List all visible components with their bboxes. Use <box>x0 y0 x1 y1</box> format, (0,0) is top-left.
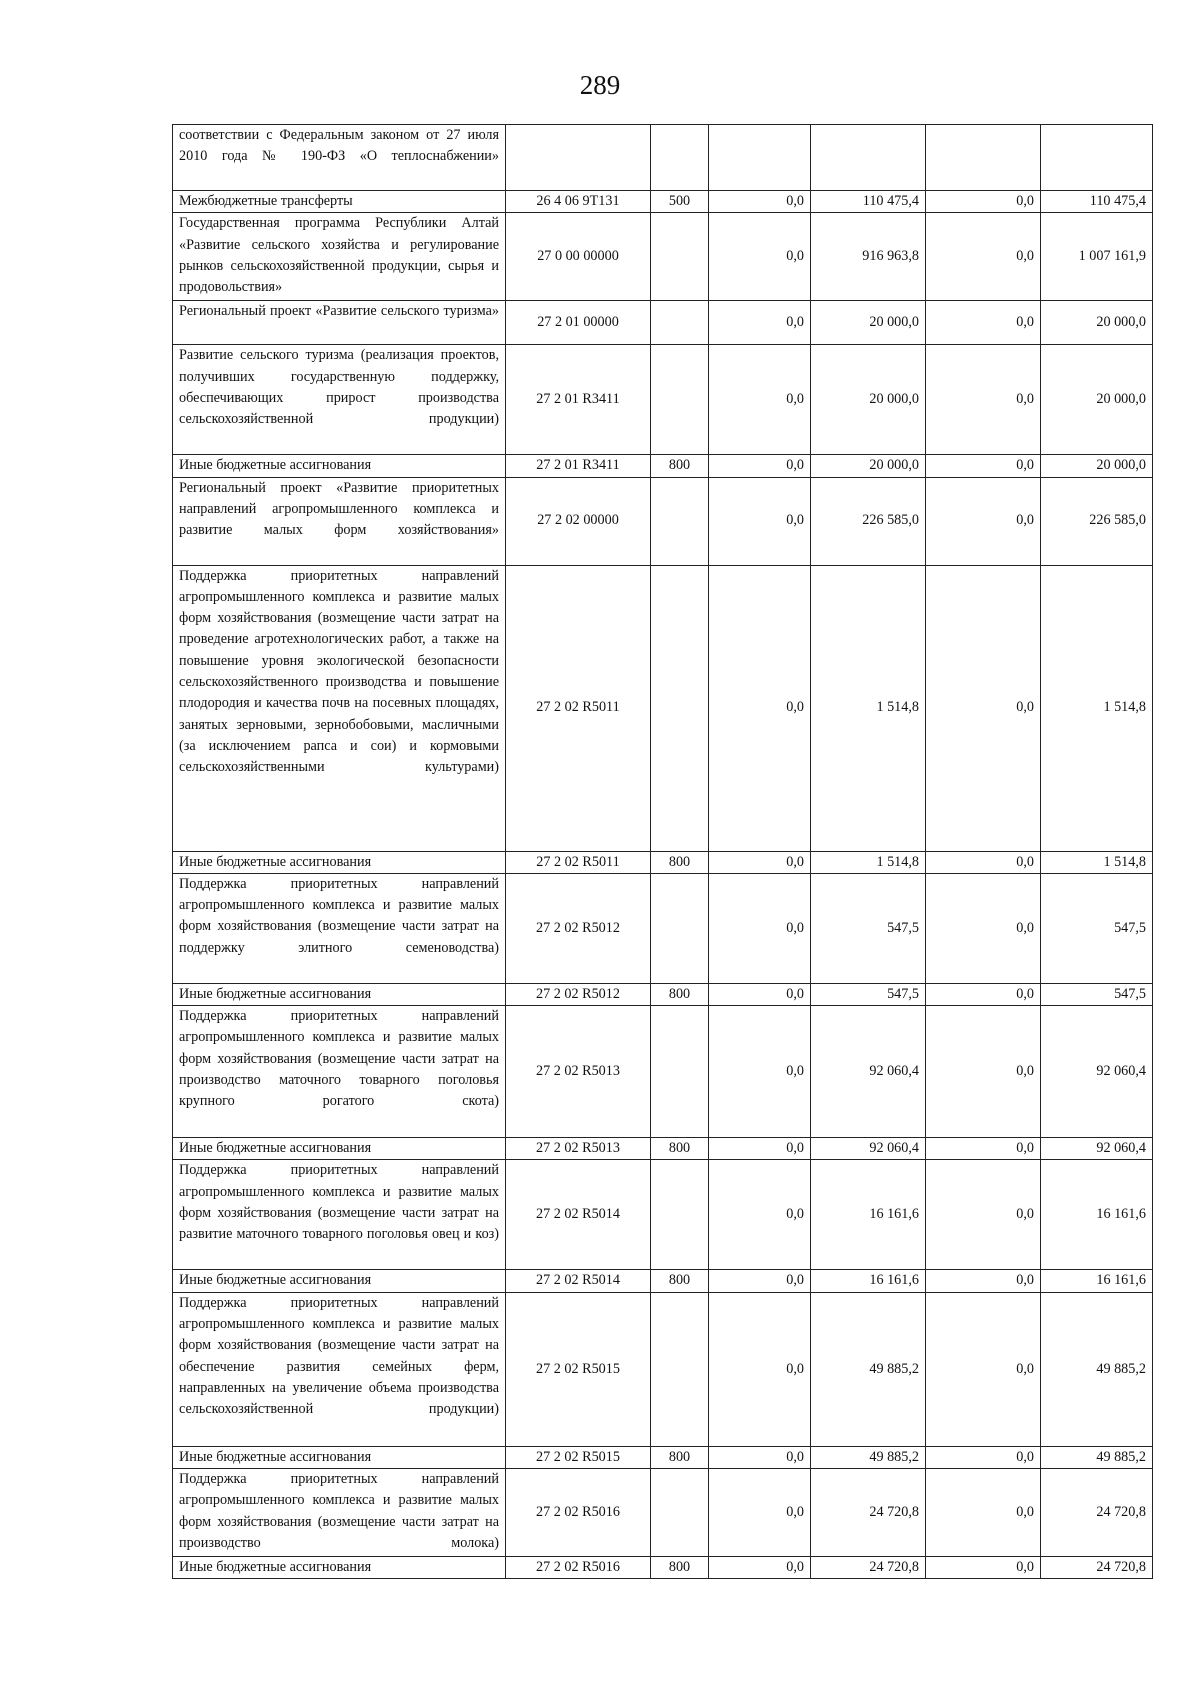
row-value-4: 16 161,6 <box>1041 1270 1153 1292</box>
row-value-3: 0,0 <box>926 1446 1041 1468</box>
row-code: 27 2 02 R5012 <box>506 983 651 1005</box>
table-row <box>173 477 1153 565</box>
row-value-2: 916 963,8 <box>811 213 926 301</box>
row-value-3 <box>926 125 1041 191</box>
row-name: Иные бюджетные ассигнования <box>173 1270 506 1292</box>
row-name: Поддержка приоритетных направлений агропромышленного комплекса и развитие малых форм хозяйствования (возмещение части затрат на проведение агротехнологических работ, а также на повышение уровня экологической безопасности сельскохозяйственного производства и повышение плодородия и качества почв на посевных площадях, занятых зерновыми, зернобобовыми, масличными (за исключением рапса и сои) и кормовыми сельскохозяйственными культурами) <box>173 565 506 851</box>
row-vr <box>651 1006 709 1138</box>
row-vr: 800 <box>651 1557 709 1579</box>
table-row <box>173 1160 1153 1270</box>
row-value-1: 0,0 <box>709 191 811 213</box>
row-value-1: 0,0 <box>709 851 811 873</box>
row-code: 27 2 02 R5011 <box>506 851 651 873</box>
row-value-4: 20 000,0 <box>1041 345 1153 455</box>
row-name: соответствии с Федеральным законом от 27 июля 2010 года № 190-ФЗ «О теплоснабжении» <box>173 125 506 191</box>
row-value-2: 49 885,2 <box>811 1292 926 1446</box>
row-name: Иные бюджетные ассигнования <box>173 455 506 477</box>
row-vr <box>651 565 709 851</box>
row-code: 27 2 01 R3411 <box>506 345 651 455</box>
row-vr <box>651 873 709 983</box>
row-code: 27 0 00 00000 <box>506 213 651 301</box>
row-value-1: 0,0 <box>709 1006 811 1138</box>
row-code <box>506 125 651 191</box>
table-row <box>173 1557 1153 1579</box>
row-value-1: 0,0 <box>709 1138 811 1160</box>
row-value-3: 0,0 <box>926 1138 1041 1160</box>
row-value-1: 0,0 <box>709 213 811 301</box>
row-name: Поддержка приоритетных направлений агропромышленного комплекса и развитие малых форм хозяйствования (возмещение части затрат на производство молока) <box>173 1469 506 1557</box>
row-code: 27 2 02 R5013 <box>506 1138 651 1160</box>
row-value-2: 547,5 <box>811 873 926 983</box>
row-name: Иные бюджетные ассигнования <box>173 1557 506 1579</box>
row-vr <box>651 213 709 301</box>
row-vr <box>651 1292 709 1446</box>
row-name: Иные бюджетные ассигнования <box>173 851 506 873</box>
row-value-2: 226 585,0 <box>811 477 926 565</box>
row-value-1: 0,0 <box>709 345 811 455</box>
row-code: 27 2 02 R5014 <box>506 1270 651 1292</box>
row-value-4: 547,5 <box>1041 873 1153 983</box>
row-value-1: 0,0 <box>709 873 811 983</box>
row-name: Региональный проект «Развитие приоритетных направлений агропромышленного комплекса и развитие малых форм хозяйствования» <box>173 477 506 565</box>
row-value-4: 1 007 161,9 <box>1041 213 1153 301</box>
row-value-1: 0,0 <box>709 477 811 565</box>
table-row <box>173 345 1153 455</box>
row-value-3: 0,0 <box>926 213 1041 301</box>
row-value-2: 92 060,4 <box>811 1138 926 1160</box>
row-value-4: 49 885,2 <box>1041 1446 1153 1468</box>
row-value-2: 24 720,8 <box>811 1557 926 1579</box>
table-row <box>173 1006 1153 1138</box>
row-vr <box>651 1469 709 1557</box>
row-value-3: 0,0 <box>926 1270 1041 1292</box>
row-value-4: 1 514,8 <box>1041 851 1153 873</box>
row-value-4: 110 475,4 <box>1041 191 1153 213</box>
row-vr <box>651 345 709 455</box>
row-value-3: 0,0 <box>926 477 1041 565</box>
table-row <box>173 873 1153 983</box>
row-name: Поддержка приоритетных направлений агропромышленного комплекса и развитие малых форм хозяйствования (возмещение части затрат на поддержку элитного семеноводства) <box>173 873 506 983</box>
row-value-4: 20 000,0 <box>1041 455 1153 477</box>
table-row <box>173 1270 1153 1292</box>
row-value-4: 92 060,4 <box>1041 1138 1153 1160</box>
row-value-4: 49 885,2 <box>1041 1292 1153 1446</box>
row-value-4: 16 161,6 <box>1041 1160 1153 1270</box>
row-value-2: 49 885,2 <box>811 1446 926 1468</box>
row-value-4: 20 000,0 <box>1041 301 1153 345</box>
table-row <box>173 125 1153 191</box>
table-row <box>173 213 1153 301</box>
row-value-1: 0,0 <box>709 983 811 1005</box>
row-value-1: 0,0 <box>709 301 811 345</box>
row-vr <box>651 477 709 565</box>
row-vr: 800 <box>651 1138 709 1160</box>
row-value-1 <box>709 125 811 191</box>
table-row <box>173 191 1153 213</box>
row-value-2: 92 060,4 <box>811 1006 926 1138</box>
row-value-1: 0,0 <box>709 455 811 477</box>
row-code: 27 2 02 R5012 <box>506 873 651 983</box>
row-code: 26 4 06 9Т131 <box>506 191 651 213</box>
row-value-1: 0,0 <box>709 1446 811 1468</box>
row-value-2: 1 514,8 <box>811 565 926 851</box>
row-vr <box>651 125 709 191</box>
row-value-2: 20 000,0 <box>811 301 926 345</box>
row-code: 27 2 02 R5011 <box>506 565 651 851</box>
row-value-2: 16 161,6 <box>811 1160 926 1270</box>
row-vr: 800 <box>651 983 709 1005</box>
row-name: Межбюджетные трансферты <box>173 191 506 213</box>
row-code: 27 2 02 R5016 <box>506 1469 651 1557</box>
row-value-2: 547,5 <box>811 983 926 1005</box>
row-value-4: 24 720,8 <box>1041 1557 1153 1579</box>
row-value-2 <box>811 125 926 191</box>
row-value-1: 0,0 <box>709 1160 811 1270</box>
budget-table <box>172 124 1153 1579</box>
row-value-3: 0,0 <box>926 345 1041 455</box>
row-name: Поддержка приоритетных направлений агропромышленного комплекса и развитие малых форм хозяйствования (возмещение части затрат на развитие маточного товарного поголовья овец и коз) <box>173 1160 506 1270</box>
row-value-3: 0,0 <box>926 1006 1041 1138</box>
row-vr: 800 <box>651 455 709 477</box>
row-code: 27 2 02 R5013 <box>506 1006 651 1138</box>
row-vr: 800 <box>651 1446 709 1468</box>
row-value-4: 92 060,4 <box>1041 1006 1153 1138</box>
row-value-3: 0,0 <box>926 191 1041 213</box>
row-vr: 800 <box>651 851 709 873</box>
row-value-2: 24 720,8 <box>811 1469 926 1557</box>
row-value-4 <box>1041 125 1153 191</box>
row-name: Поддержка приоритетных направлений агропромышленного комплекса и развитие малых форм хозяйствования (возмещение части затрат на обеспечение развития семейных ферм, направленных на увеличение объема производства сельскохозяйственной продукции) <box>173 1292 506 1446</box>
row-value-2: 20 000,0 <box>811 345 926 455</box>
row-value-4: 1 514,8 <box>1041 565 1153 851</box>
row-value-4: 226 585,0 <box>1041 477 1153 565</box>
row-value-2: 110 475,4 <box>811 191 926 213</box>
row-value-3: 0,0 <box>926 1469 1041 1557</box>
row-value-3: 0,0 <box>926 851 1041 873</box>
row-name: Региональный проект «Развитие сельского туризма» <box>173 301 506 345</box>
table-row <box>173 1446 1153 1468</box>
row-value-1: 0,0 <box>709 1557 811 1579</box>
row-value-3: 0,0 <box>926 1557 1041 1579</box>
row-value-2: 1 514,8 <box>811 851 926 873</box>
row-value-3: 0,0 <box>926 565 1041 851</box>
table-row <box>173 1469 1153 1557</box>
row-value-3: 0,0 <box>926 301 1041 345</box>
row-code: 27 2 02 R5014 <box>506 1160 651 1270</box>
row-code: 27 2 02 00000 <box>506 477 651 565</box>
row-value-4: 24 720,8 <box>1041 1469 1153 1557</box>
page-number: 289 <box>579 70 621 100</box>
row-value-2: 16 161,6 <box>811 1270 926 1292</box>
table-row <box>173 565 1153 851</box>
row-value-1: 0,0 <box>709 565 811 851</box>
table-row <box>173 1292 1153 1446</box>
row-name: Иные бюджетные ассигнования <box>173 983 506 1005</box>
row-name: Развитие сельского туризма (реализация проектов, получивших государственную поддержку, обеспечивающих прирост производства сельскохозяйственной продукции) <box>173 345 506 455</box>
row-value-2: 20 000,0 <box>811 455 926 477</box>
row-value-3: 0,0 <box>926 1292 1041 1446</box>
row-value-4: 547,5 <box>1041 983 1153 1005</box>
row-name: Поддержка приоритетных направлений агропромышленного комплекса и развитие малых форм хозяйствования (возмещение части затрат на производство маточного товарного поголовья крупного рогатого скота) <box>173 1006 506 1138</box>
row-value-3: 0,0 <box>926 455 1041 477</box>
row-code: 27 2 02 R5015 <box>506 1446 651 1468</box>
row-name: Иные бюджетные ассигнования <box>173 1138 506 1160</box>
row-code: 27 2 02 R5016 <box>506 1557 651 1579</box>
row-vr: 500 <box>651 191 709 213</box>
row-vr <box>651 1160 709 1270</box>
row-value-3: 0,0 <box>926 1160 1041 1270</box>
table-row <box>173 851 1153 873</box>
row-code: 27 2 01 R3411 <box>506 455 651 477</box>
row-code: 27 2 02 R5015 <box>506 1292 651 1446</box>
row-name: Иные бюджетные ассигнования <box>173 1446 506 1468</box>
table-body <box>173 125 1153 1579</box>
row-value-1: 0,0 <box>709 1270 811 1292</box>
table-row <box>173 455 1153 477</box>
row-vr: 800 <box>651 1270 709 1292</box>
row-value-1: 0,0 <box>709 1292 811 1446</box>
row-name: Государственная программа Республики Алтай «Развитие сельского хозяйства и регулирование рынков сельскохозяйственной продукции, сырья и продовольствия» <box>173 213 506 301</box>
row-value-3: 0,0 <box>926 983 1041 1005</box>
row-value-1: 0,0 <box>709 1469 811 1557</box>
table-row <box>173 1138 1153 1160</box>
row-vr <box>651 301 709 345</box>
table-row <box>173 983 1153 1005</box>
row-value-3: 0,0 <box>926 873 1041 983</box>
table-row <box>173 301 1153 345</box>
row-code: 27 2 01 00000 <box>506 301 651 345</box>
